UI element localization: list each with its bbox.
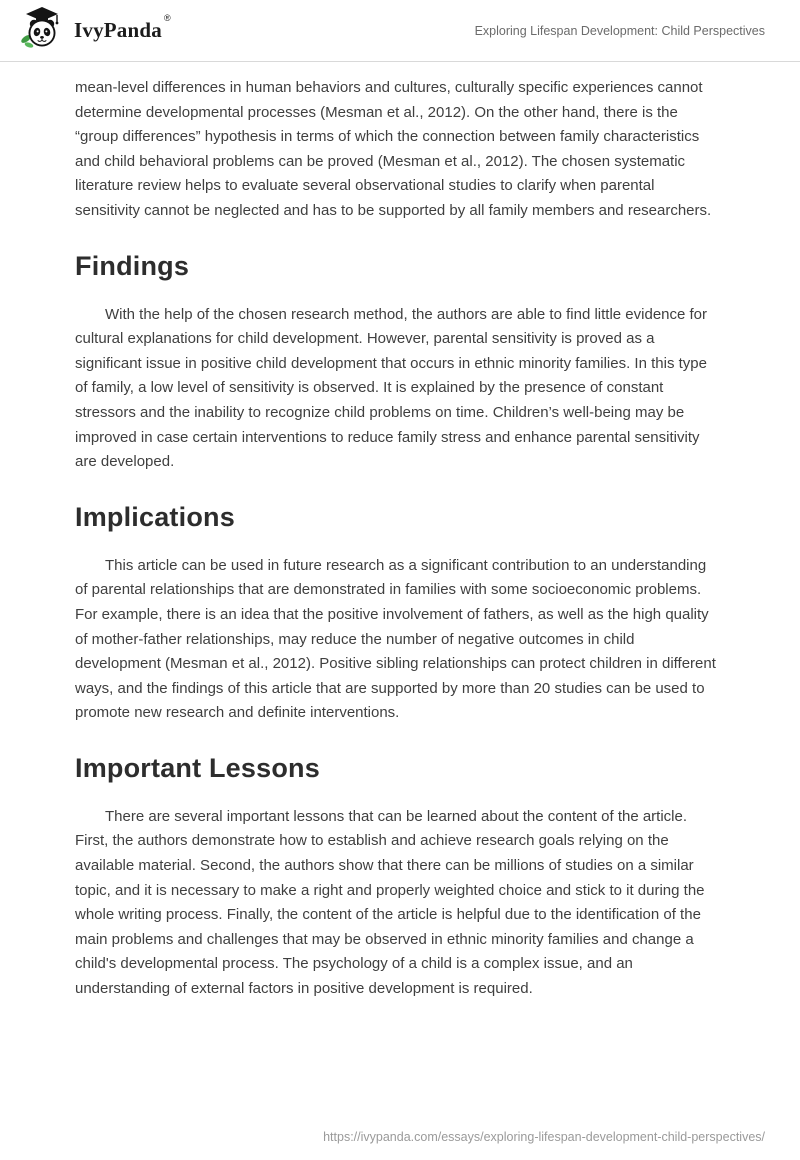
document-title: Exploring Lifespan Development: Child Perspectives [474, 23, 765, 38]
brand-name: IvyPanda [74, 18, 162, 42]
paragraph-intro: mean-level differences in human behaviors and cultures, culturally specific experiences cannot determine developmental processes (Mesman et al., 2012). On the other hand, there is the “group differences” hypothesis in terms of which the connection between family characteristics and child behavioral problems can be proved (Mesman et al., 2012). The chosen systematic literature review helps to evaluate several observational studies to clarify when parental sensitivity cannot be neglected and has to be supported by all family members and researchers. [75, 79, 712, 219]
article-content [0, 62, 800, 1004]
brand[interactable] [18, 5, 171, 56]
paragraph-findings: With the help of the chosen research method, the authors are able to find little evidence for cultural explanations for child development. However, parental sensitivity is proved as a significant issue in positive child development that occurs in ethnic minority families. In this type of family, a low level of sensitivity is observed. It is explained by the presence of constant stressors and the inability to recognize child problems on time. Children’s well-being may be improved in case certain interventions to reduce family stress and enhance parental sensitivity are developed. [75, 305, 708, 471]
paragraph-important-lessons: There are several important lessons that can be learned about the content of the article. First, the authors demonstrate how to establish and achieve research goals relying on the available material. Second, the authors show that there can be millions of studies on a similar topic, and it is necessary to make a right and properly weighted choice and stick to it during the whole writing process. Finally, the content of the article is helpful due to the identification of the main problems and challenges that may be observed in ethnic minority families and change a child's developmental process. The psychology of a child is a complex issue, and an understanding of external factors in positive development is required. [75, 807, 705, 998]
source-url-link[interactable]: https://ivypanda.com/essays/exploring-lifespan-development-child-perspectives/ [323, 1130, 765, 1144]
section-heading-important-lessons: Important Lessons [75, 752, 320, 783]
page-footer [0, 1128, 800, 1160]
ivypanda-logo-icon [18, 5, 64, 56]
paragraph-implications: This article can be used in future research as a significant contribution to an understanding of parental relationships that are demonstrated in families with some socioeconomic problems. For example, there is an idea that the positive involvement of fathers, as well as the high quality of mother-father relationships, may reduce the number of negative outcomes in child development (Mesman et al., 2012). Positive sibling relationships can protect children in different ways, and the findings of this article that are supported by more than 20 studies can be used to promote new research and definite interventions. [75, 556, 716, 722]
registered-mark: ® [163, 13, 171, 23]
section-heading-implications: Implications [75, 501, 235, 532]
section-heading-findings: Findings [75, 250, 190, 281]
page-header [0, 0, 800, 62]
